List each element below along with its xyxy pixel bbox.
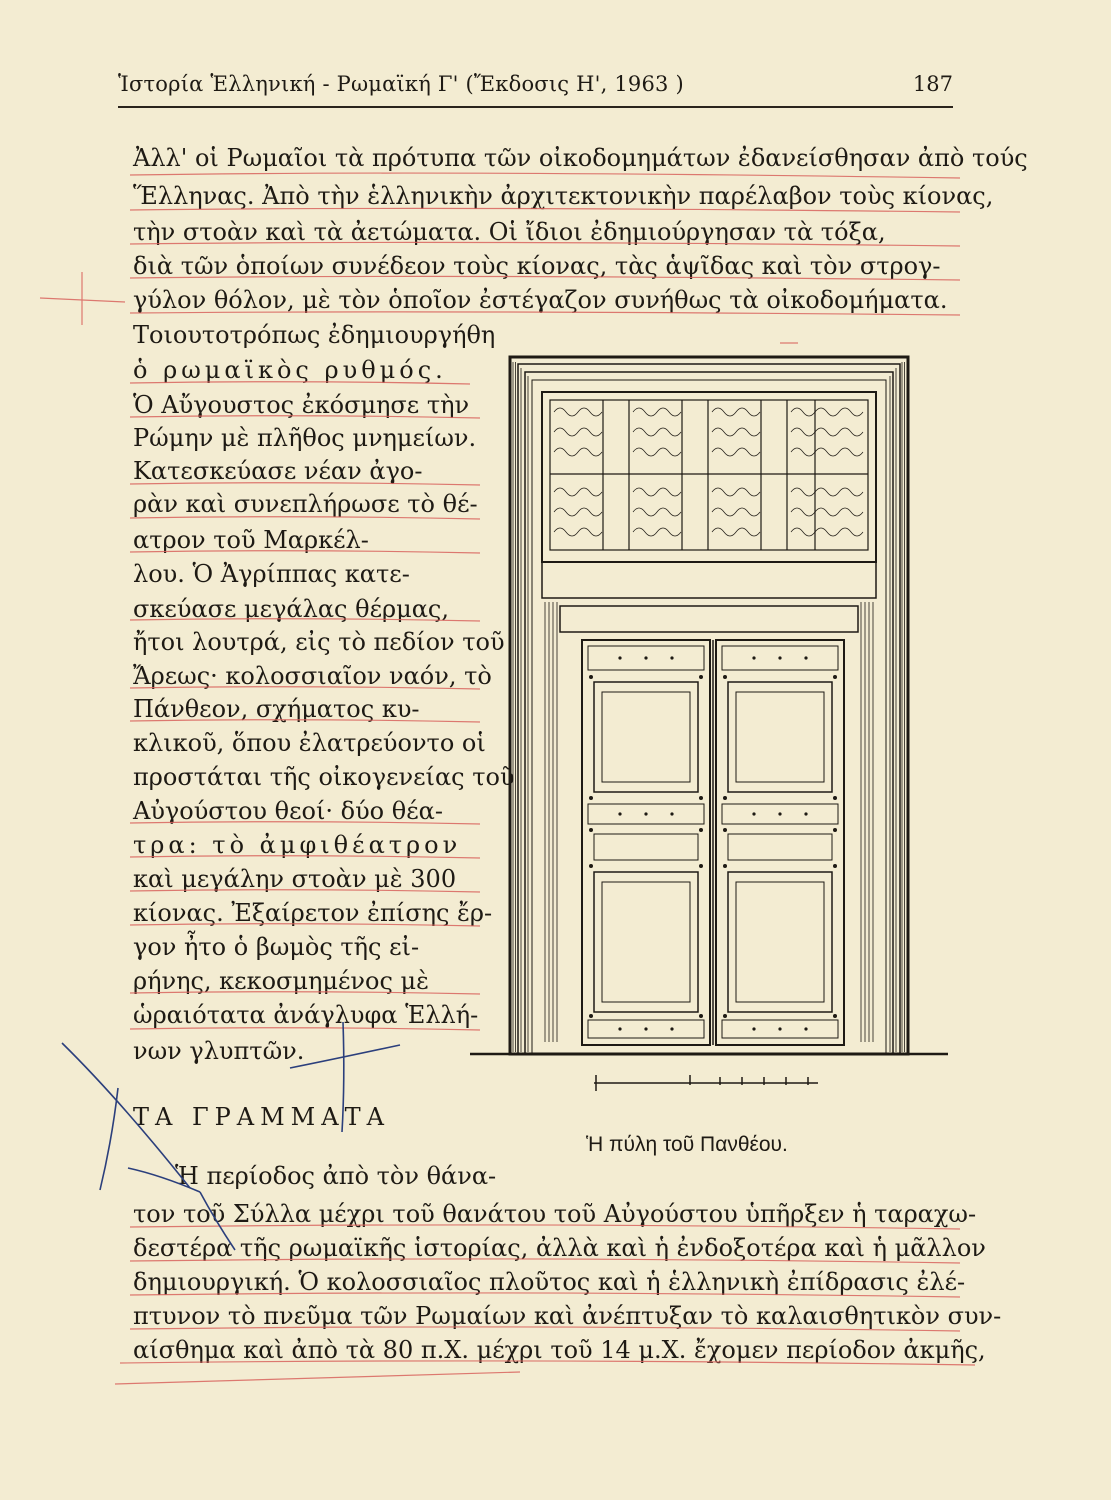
column-line-19: γον ἦτο ὁ βωμὸς τῆς εἰ- (133, 933, 420, 961)
column-line-20: ρήνης, κεκοσμημένος μὲ (133, 967, 430, 995)
column-line-15: Αὐγούστου θεοί· δύο θέα- (133, 797, 443, 825)
column-line-18: κίονας. Ἐξαίρετον ἐπίσης ἔρ- (133, 899, 493, 927)
header-rule (118, 106, 953, 108)
intro-line-1: Ἀλλ' οἱ Ρωμαῖοι τὰ πρότυπα τῶν οἰκοδομημάτων ἐδανείσθησαν ἀπὸ τούς (133, 144, 1028, 172)
section-first-line: Ἡ περίοδος ἀπὸ τὸν θάνα- (175, 1162, 497, 1190)
column-line-9: σκεύασε μεγάλας θέρμας, (133, 595, 449, 623)
section-line-3: δημιουργική. Ὁ κολοσσιαῖος πλοῦτος καὶ ἡ ἑλληνικὴ ἐπίδρασις ἐλέ- (133, 1268, 966, 1296)
section-line-5: αίσθημα καὶ ἀπὸ τὰ 80 π.Χ. μέχρι τοῦ 14 μ.Χ. ἔχομεν περίοδον ἀκμῆς, (133, 1336, 986, 1364)
intro-line-5: γύλον θόλον, μὲ τὸν ὁποῖον ἐστέγαζον συνήθως τὰ οἰκοδομήματα. (133, 286, 948, 314)
column-line-5: Κατεσκεύασε νέαν ἀγο- (133, 457, 423, 485)
figure-caption: Ἡ πύλη τοῦ Πανθέου. (586, 1133, 788, 1156)
section-heading: ΤΑ ΓΡΑΜΜΑΤΑ (133, 1103, 390, 1131)
column-line-10: ἤτοι λουτρά, εἰς τὸ πεδίον τοῦ (133, 628, 505, 656)
running-header (118, 72, 953, 106)
column-line-22: νων γλυπτῶν. (133, 1037, 305, 1065)
column-line-16: τρα: τὸ ἀμφιθέατρον (133, 831, 462, 859)
column-line-7: ατρον τοῦ Μαρκέλ- (133, 526, 369, 554)
intro-line-3: τὴν στοὰν καὶ τὰ ἀετώματα. Οἱ ἴδιοι ἐδημιούργησαν τὰ τόξα, (133, 218, 886, 246)
column-line-14: προστάται τῆς οἰκογενείας τοῦ (133, 763, 515, 791)
column-line-6: ρὰν καὶ συνεπλήρωσε τὸ θέ- (133, 490, 478, 518)
section-line-4: πτυνον τὸ πνεῦμα τῶν Ρωμαίων καὶ ἀνέπτυξαν τὸ καλαισθητικὸν συν- (133, 1302, 1002, 1330)
column-line-13: κλικοῦ, ὅπου ἐλατρεύοντο οἱ (133, 729, 486, 757)
intro-line-4: διὰ τῶν ὁποίων συνέδεον τοὺς κίονας, τὰς ἁψῖδας καὶ τὸν στρογ- (133, 252, 941, 280)
running-title: Ἱστορία Ἑλληνική - Ρωμαϊκή Γ' (Ἔκδοσις Η', 1963 ) (118, 72, 684, 96)
scale-bar (590, 1067, 822, 1097)
column-line-3: Ὁ Αὔγουστος ἐκόσμησε τὴν (133, 391, 470, 419)
intro-line-2: Ἕλληνας. Ἀπὸ τὴν ἑλληνικὴν ἀρχιτεκτονικὴν παρέλαβον τοὺς κίονας, (133, 182, 994, 210)
column-line-17: καὶ μεγάλην στοὰν μὲ 300 (133, 865, 457, 893)
pantheon-door-illustration (470, 352, 948, 1057)
column-line-12: Πάνθεον, σχήματος κυ- (133, 695, 420, 723)
column-line-1: Τοιουτοτρόπως ἐδημιουργήθη (133, 321, 496, 349)
section-line-1: τον τοῦ Σύλλα μέχρι τοῦ θανάτου τοῦ Αὐγούστου ὑπῆρξεν ἡ ταραχω- (133, 1200, 977, 1228)
column-line-2: ὁ ρωμαϊκὸς ρυθμός. (133, 356, 447, 384)
page-number: 187 (912, 72, 953, 96)
column-line-4: Ρώμην μὲ πλῆθος μνημείων. (133, 424, 477, 452)
column-line-11: Ἄρεως· κολοσσιαῖον ναόν, τὸ (133, 662, 492, 690)
column-line-8: λου. Ὁ Ἀγρίππας κατε- (133, 560, 410, 588)
column-line-21: ὡραιότατα ἀνάγλυφα Ἑλλή- (133, 1001, 479, 1029)
section-line-2: δεστέρα τῆς ρωμαϊκῆς ἱστορίας, ἀλλὰ καὶ ἡ ἐνδοξοτέρα καὶ ἡ μᾶλλον (133, 1234, 986, 1262)
